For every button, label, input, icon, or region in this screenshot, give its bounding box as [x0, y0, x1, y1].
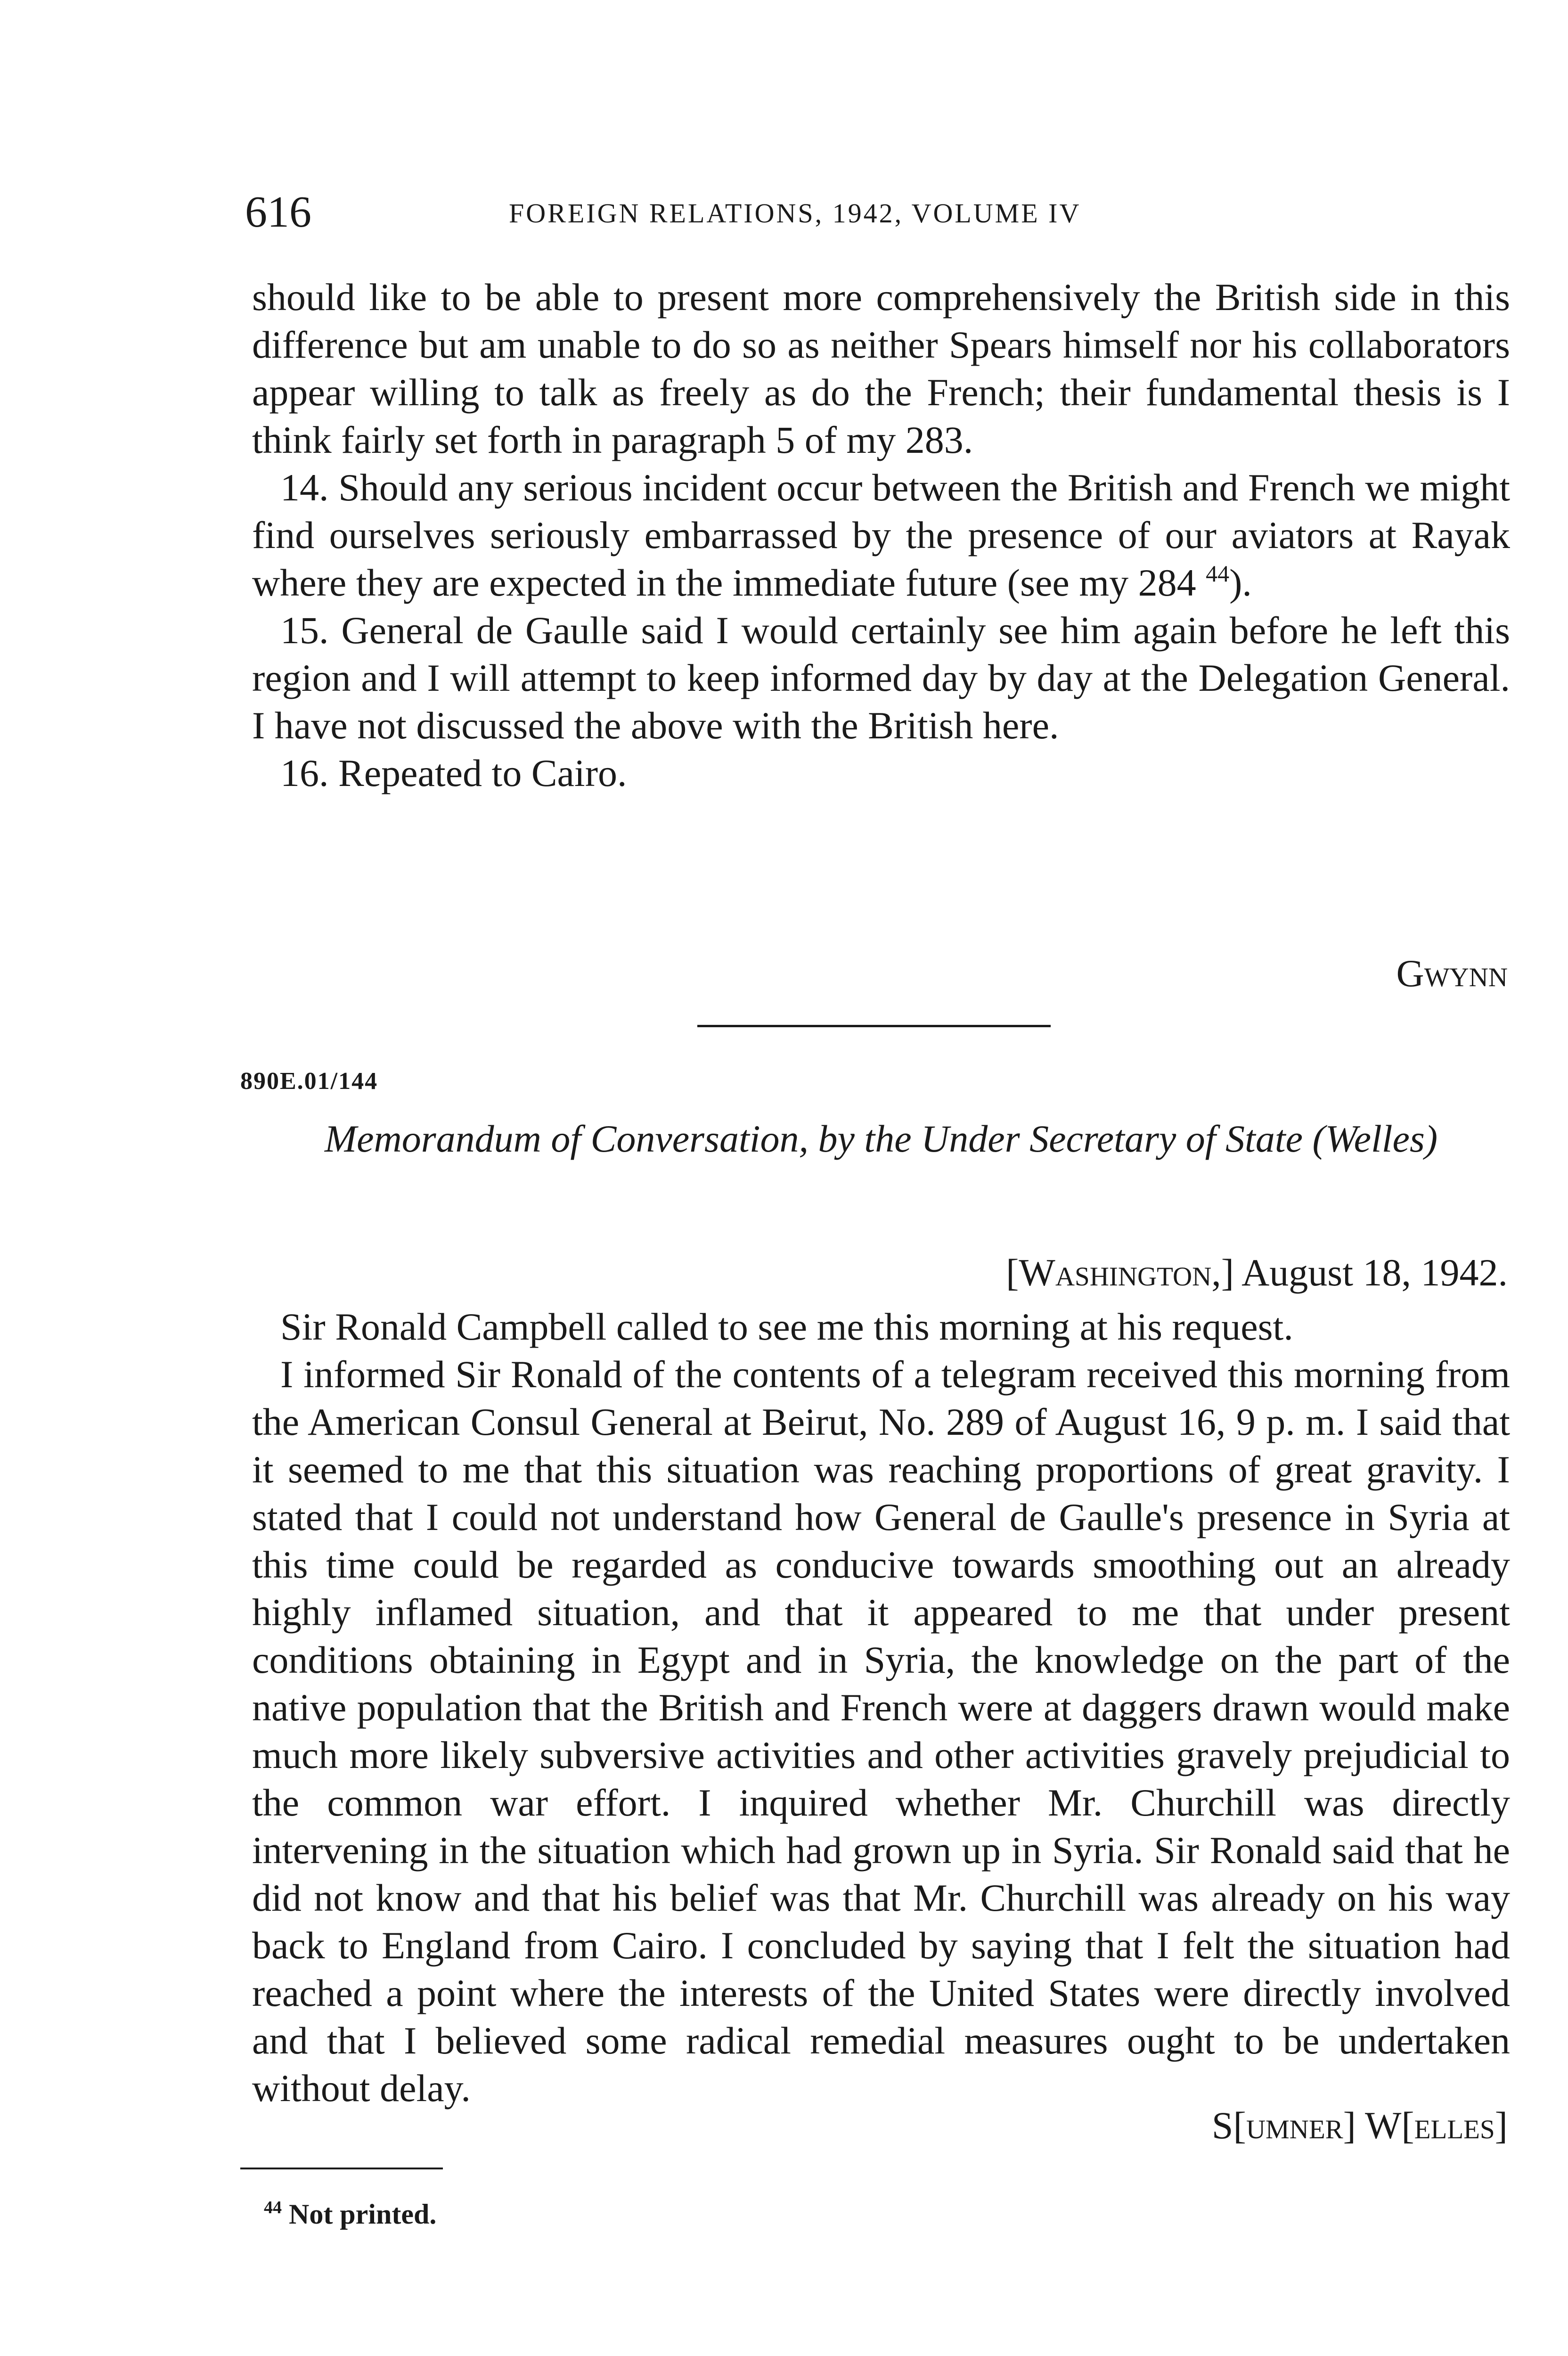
memorandum-body: [252, 1303, 1510, 2112]
paragraph-15: 15. General de Gaulle said I would certainly see him again before he left this region and I will attempt to keep informed day by day at the Delegation General. I have not discussed the above with the British here.: [252, 609, 1510, 747]
paragraph-14: [252, 464, 1510, 606]
footnote-text: Not printed.: [289, 2199, 437, 2230]
footnote: [264, 2186, 436, 2235]
paragraph-14-text: 14. Should any serious incident occur between the British and French we might find ourselves seriously embarrassed by the presence of our aviators at Rayak where they are expected in the immediate future (see my 284: [252, 466, 1510, 604]
signature-welles: S[umner] W[elles]: [1211, 2104, 1508, 2147]
dateline: [1006, 1249, 1508, 1296]
memorandum-title: Memorandum of Conversation, by the Under Secretary of State (Welles): [324, 1117, 1438, 1160]
running-head: FOREIGN RELATIONS, 1942, VOLUME IV: [509, 198, 1081, 229]
dateline-date: August 18, 1942.: [1241, 1251, 1508, 1294]
memo-paragraph-2: I informed Sir Ronald of the contents of a telegram received this morning from the American Consul General at Beirut, No. 289 of August 16, 9 p. m. I said that it seemed to me that this situation was reaching proportions of great gravity. I stated that I could not understand how General de Gaulle's presence in Syria at this time could be regarded as conducive towards smoothing out an already highly inflamed situation, and that it appeared to me that under present conditions obtaining in Egypt and in Syria, the knowledge on the part of the native population that the British and French were at daggers drawn would make much more likely subversive activities and other activities gravely prejudicial to the common war effort. I inquired whether Mr. Churchill was directly intervening in the situation which had grown up in Syria. Sir Ronald said that he did not know and that his belief was that Mr. Churchill was already on his way back to England from Cairo. I concluded by saying that I felt the situation had reached a point where the interests of the United States were directly involved and that I believed some radical remedial measures ought to be undertaken without delay.: [252, 1353, 1510, 2110]
memo-paragraph-1: Sir Ronald Campbell called to see me this morning at his request.: [280, 1305, 1293, 1348]
continued-paragraph: should like to be able to present more comprehensively the British side in this difference but am unable to do so as neither Spears himself nor his collaborators appear willing to talk as freely as do the French; their fundamental thesis is I think fairly set forth in paragraph 5 of my 283.: [252, 276, 1510, 461]
footnote-reference: 44: [1206, 560, 1230, 587]
page-header: [245, 186, 1517, 238]
signature-gwynn: Gwynn: [1396, 952, 1508, 995]
page-number: 616: [245, 188, 311, 237]
paragraph-16: 16. Repeated to Cairo.: [280, 752, 627, 794]
footnote-marker: 44: [264, 2198, 282, 2217]
section-divider: [697, 1025, 1051, 1027]
paragraph-14-end: ).: [1229, 561, 1252, 604]
footnote-divider: [240, 2168, 443, 2169]
dateline-place: [Washington,]: [1006, 1251, 1234, 1294]
file-number: 890E.01/144: [240, 1068, 378, 1095]
first-document-body: [252, 273, 1510, 797]
